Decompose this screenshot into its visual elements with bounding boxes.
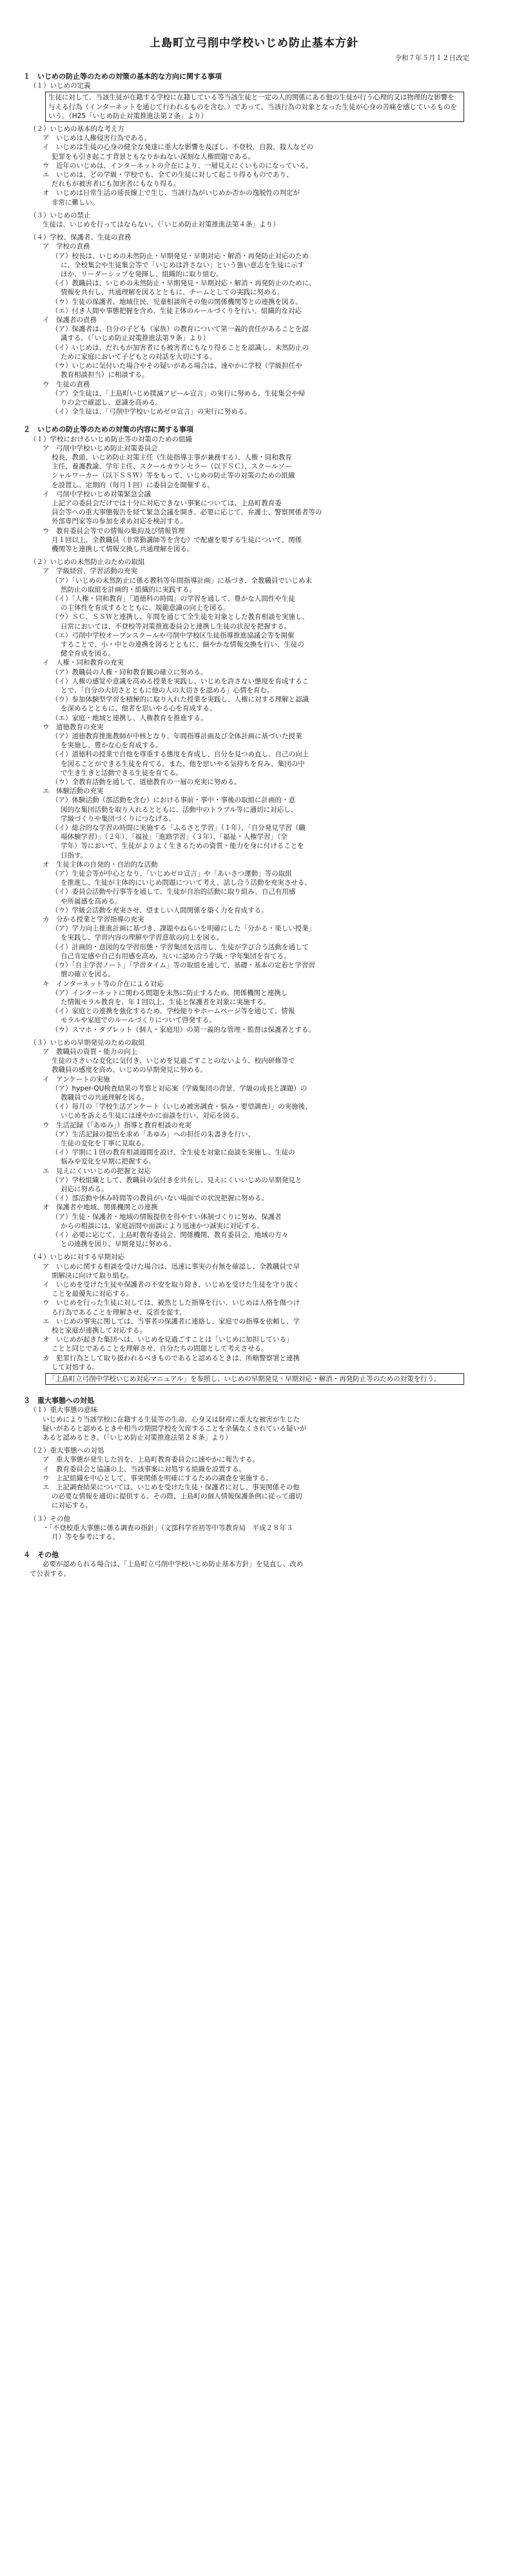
body-line: の必要な情報を適切に提供する。その際、上島町の個人情報保護条例に従って適切: [52, 1493, 302, 1501]
body-line: 悩みや変化を早期に把握する。: [61, 1158, 155, 1166]
body-line: オ 生徒主体の自発的・自治的な活動: [43, 860, 158, 869]
body-line: 教職員の感度を高め、いじめの早期発見に努める。: [52, 1066, 208, 1074]
body-line: （１）学校におけるいじめ防止等の対策のための組織: [30, 435, 192, 443]
body-line: 外部専門家等の参加を求め対応を検討する。: [52, 518, 187, 526]
body-line: （２）重大事態への対処: [30, 1447, 104, 1455]
body-line: 主任、養護教諭、学年主任、スクールカウンセラー（以下ＳＣ）、スクールソー: [52, 463, 292, 471]
body-line: 目指す。: [61, 851, 88, 860]
body-line: ア 学校の責務: [43, 243, 90, 251]
body-line: との連携を図り、早期発見に努める。: [61, 1240, 176, 1249]
body-line: （エ）付き人間や事態把握を含め、生徒主体のルールづくりを行い、組織的な対応: [52, 307, 302, 315]
body-line: ほか、リーダーシップを発揮し、組織的に取り組む。: [61, 270, 223, 279]
body-line: （ア）体験活動（部活動を含む）における事前・事中・事後の取組に計画的・意: [52, 796, 295, 805]
body-line: ・「不登校重大事態に係る調査の指針」（文部科学省初等中等教育局 平成２８年３: [43, 1524, 293, 1532]
body-line: エ いじめの事実に関しては、当事者の保護者に連絡し、家庭での指導を依頼し、学: [43, 1317, 300, 1325]
body-line: ア いじめに関する相談を受けた場合は、迅速に事実の有無を確認し、全教職員で早: [43, 1262, 300, 1271]
body-line: 学年）等において、生徒がよりよく生きるための資質・能力を身に付けることを: [61, 842, 304, 850]
body-line: ア 弓削中学校いじめ防止対策委員会: [43, 444, 158, 452]
section-heading: ２ いじめの防止等のための対策の内容に関する事項: [23, 425, 193, 434]
body-line: 対応に努める。: [61, 1185, 108, 1193]
body-line: ア 学級経営、学習活動の充実: [43, 567, 137, 576]
body-line: 必要が認められる場合は、「上島町立弓削中学校いじめ防止基本方針」を見直し、改め: [43, 1560, 304, 1569]
boxed-note-text: 「上島町立弓削中学校いじめ対応マニュアル」を参照し、いじめの早期発見・早期対応・解消・再発防止等のための対策を行う。: [48, 1375, 441, 1384]
body-line: （イ）「人権・同和教育」「道徳科の時間」の学習を通して、豊かな人間性や生徒: [52, 594, 295, 603]
body-line: エ 体験活動の充実: [43, 787, 104, 796]
body-line: る行為であることを理解させ、反省を促す。: [52, 1308, 186, 1316]
body-line: の主体性を育成するとともに、規範意識の向上を図る。: [61, 604, 230, 612]
body-line: 月１回以上、全教職員（非常勤講師等を含む）で配慮を要する生徒について、関係: [52, 536, 302, 544]
body-line: た情報モラル教育を、年１回以上、生徒と保護者を対象に実施する。: [61, 998, 271, 1006]
body-line: 学級づくりや集団づくりにつなげる。: [61, 814, 176, 823]
body-line: （ウ）「自主学習ノート」「学習タイム」等の取組を通して、基礎・基本の定着と学習習: [52, 961, 315, 970]
body-line: 期解決に向けて取り組む。: [52, 1271, 133, 1280]
body-line: 月）等を参考にする。: [52, 1533, 119, 1542]
body-line: 日常においては、不登校等対策推進委員会と連携し生徒の状況を把握する。: [61, 622, 291, 630]
body-line: イ 教育委員会と協議の上、当該事案に対処する組織を設置する。: [43, 1465, 246, 1473]
boxed-note-text: 生徒に対して、当該生徒が在籍する学校に在籍している等当該生徒と一定の人的関係にある他の生徒が行う心理的又は物理的な影響を与える行為（インターネットを通じて行われるものを含む。）であって、当該行為の対象となった生徒が心身の苦痛を感じているものをいう。（H25「いじめ防止対策推進法第２条」より）: [48, 94, 457, 120]
body-line: 員会等への重大事態報告を経て緊急会議を開き、必要に応じて、弁護士、警察関係者等の: [52, 508, 322, 517]
body-line: 非常に難しい。: [52, 198, 99, 206]
body-line: 場体験学習）」（２年）、「福祉」「進路学習」（３年）、「福祉・人権学習」（全: [61, 833, 288, 841]
body-line: 情報を共有し、共通理解を図るとともに、チームとしての実践に努める。: [61, 288, 284, 297]
body-line: （ア）校長は、いじめの未然防止・早期発見・早期対応・解消・再発防止対応のため: [52, 252, 309, 260]
body-line: （ア）hyper-QU検査結果の考察と対応案（学級集団の背景、学級の成長と課題）の: [52, 1084, 308, 1092]
body-line: 図的な集団活動を取り入れるとともに、活動中のトラブル等に適切に対応し、: [61, 805, 298, 814]
body-line: ウ 道徳教育の充実: [43, 723, 104, 731]
body-line: ウ 教育委員会等での情報の集約及び情報管理: [43, 527, 185, 535]
body-line: （ウ）全教育活動を通して、道徳教育の一層の充実に努める。: [52, 778, 241, 787]
body-line: （２）いじめの基本的な考え方: [30, 125, 124, 134]
body-line: モラルや家庭でのルールづくりについて啓発する。: [61, 1016, 216, 1025]
body-line: からの相談には、家庭訪問や面談により迅速かつ誠実に対応する。: [61, 1222, 264, 1230]
body-line: ウ 生徒の責務: [43, 380, 90, 388]
body-line: （ア）保護者は、自分の子ども（家族）の教育について第一義的責任があることを認: [52, 325, 309, 334]
body-line: 識する。（「いじめ防止対策推進法第９条」より）: [61, 334, 210, 343]
body-line: （ウ）スマホ・タブレット（個人・家庭用）の第一義的な管理・監督は保護者とする。: [52, 1025, 315, 1034]
body-line: 生徒は、いじめを行ってはならない。（「いじめ防止対策推進法第４条」より）: [43, 221, 280, 229]
section-heading: ４ その他: [23, 1551, 59, 1560]
body-line: イ 保護者の責務: [43, 316, 97, 325]
spacer: [23, 1387, 482, 1391]
body-line: （ア）学校組織として、教職員の気付きを共有し、見えにくいいじめの早期発見と: [52, 1176, 302, 1184]
body-line: キ インターネット等の介在による対応: [43, 980, 164, 988]
body-line: （イ）いじめは、だれもが加害者にも被害者にもなり得ることを認識し、未然防止の: [52, 343, 309, 352]
body-line: イ いじめを受けた生徒や保護者の不安を取り除き、いじめを受けた生徒を守り抜く: [43, 1281, 300, 1289]
body-line: エ 上記調査結果については、いじめを受けた生徒・保護者に対し、事実関係その他: [43, 1484, 300, 1492]
body-line: を実践し、学習内容の理解や学習意欲の向上を図る。: [61, 934, 223, 942]
body-line: （イ）道徳科の授業で自他を尊重する態度を育成し、自分を見つめ直し、自己の向上: [52, 750, 309, 759]
body-line: （イ）計画的・意図的な学習形態・学習集団を活用し、生徒が学び合う活動を通して: [52, 943, 309, 951]
section-heading: ３ 重大事態への対処: [23, 1396, 94, 1405]
body-line: （ア）生徒・保護者・地域の情報提供を得やすい体制づくりに努め、保護者: [52, 1213, 282, 1221]
document-body: [23, 67, 482, 1578]
body-line: （イ）必要に応じて、上島町教育委員会、関係機関、教育委員会、地域の方々: [52, 1231, 289, 1239]
body-line: 自己肯定感や自己有用感を高め、互いに認め合う学級・学年集団を育てる。: [61, 952, 291, 960]
body-line: （ウ）ＳＣ、ＳＳＷと連携し、年間を通じて全生徒を対象とした教育相談を実施し、: [52, 613, 309, 621]
body-line: を図ることができる生徒を育てる。また、他を思いやる気持ちを育み、集団の中: [61, 760, 305, 768]
body-line: （ウ）いじめに気付いた場合やその疑いがある場合は、速やかに学校（学級担任や: [52, 362, 302, 370]
body-line: や所属感を高める。: [61, 897, 122, 905]
body-line: ウ 上記組織を中心として、事実関係を明確にするための調査を実施する。: [43, 1474, 273, 1482]
body-line: （４）いじめに対する早期対応: [30, 1253, 124, 1262]
section-heading: １ いじめの防止等のための対策の基本的な方向に関する事項: [23, 72, 222, 81]
body-line: エ いじめは、どの学級・学校でも、全ての生徒に対して起こり得るものであり、: [43, 171, 293, 179]
body-line: （イ）委員会活動や行事等を通して、生徒が自治的活動に取り組み、自己有用感: [52, 888, 296, 896]
body-line: ア いじめは人権侵害行為である。: [43, 134, 151, 143]
body-line: することで、小・中との連携を図るとともに、細やかな情報交換を行い、生徒の: [61, 640, 304, 649]
body-line: あると認めるとき。（「いじめ防止対策推進法第２８条」より）: [43, 1434, 232, 1442]
body-line: ア 重大事態が発生した旨を、上島町教育委員会に速やかに報告する。: [43, 1456, 259, 1464]
body-line: （イ）家庭との連携を強化するため、学校便りやホームページ等を通じて、情報: [52, 1007, 295, 1016]
body-line: （ア）学力向上推進計画に基づき、課題やねらいを明確にした「分かる・楽しい授業」: [52, 925, 316, 933]
body-line: （エ）家庭・地域と連携し、人権教育を推進する。: [52, 714, 208, 722]
body-line: （イ）毎月の「学校生活アンケート（いじめ被害調査・悩み・要望調査）」の実施後、: [52, 1103, 312, 1111]
body-line: を設置し、定期的（毎月１回）に委員会を開催する。: [52, 481, 214, 489]
body-line: を実施し、豊かな心を育成する。: [61, 741, 162, 750]
body-line: （イ）教職員は、いじめの未然防止・早期発見・早期対応・解消・再発防止のために、: [52, 279, 316, 288]
body-line: カ 犯罪行為として取り扱われるべきものであると認めるときは、所轄警察署と連携: [43, 1354, 300, 1362]
body-line: （ア）全生徒は、「上島町いじめ撲滅アピール宣言」の実行に努める。生徒集会や帰: [52, 389, 306, 397]
body-line: 機関等と連携して情報交換し共通理解を図る。: [52, 545, 194, 553]
body-line: （４）学校、保護者、生徒の責務: [30, 234, 132, 242]
body-line: （ウ）学級会活動を充実させ、望ましい人間関係を築く力を育成する。: [52, 906, 268, 914]
spacer: [23, 416, 482, 420]
body-line: （ア）教職員の人権・同和教育観の確立に努める。: [52, 668, 208, 676]
body-line: ウ 近年のいじめは、インターネットの介在により、一層見えにくいものになっている。: [43, 161, 313, 170]
body-line: （ウ）生徒の保護者、地域住民、児童相談所その他の関係機関等との連携を図る。: [52, 297, 302, 306]
body-line: オ いじめが起きた集団へは、いじめを見過ごすことは「いじめに加担している」: [43, 1336, 293, 1344]
body-line: オ 保護者や地域、関係機関との連携: [43, 1203, 158, 1212]
revision-date: 令和７年５月１２日改定: [395, 54, 469, 62]
body-line: （イ）人権の感覚や意識を高める授業を実践し、いじめを許さない態度を育成するこ: [52, 677, 309, 685]
body-line: ウ 生活記録（「あゆみ」）指導と教育相談の充実: [43, 1121, 191, 1129]
body-line: カ 分かる授業と学習指導の充実: [43, 916, 144, 924]
body-line: （エ）弓削中学校オープンスクールや弓削中学校区生徒指導推進協議会等を開催: [52, 631, 295, 639]
body-line: して対処する。: [52, 1363, 99, 1371]
body-line: （イ）総合的な学習の時間に実施する「ふるさと学習」（１年）、「自分発見学習（職: [52, 824, 306, 832]
body-line: （ウ）参加体験型学習を積極的に取り入れた授業を実践し、人権に対する理解と認識: [52, 696, 309, 704]
body-line: （ア）道徳教育推進教師が中核となり、年間指導計画及び全体計画に基づいた授業: [52, 732, 302, 741]
body-line: で生き生きと活動できる生徒を育てる。: [61, 769, 182, 777]
spacer: [23, 1542, 482, 1545]
body-line: （３）いじめの禁止: [30, 211, 91, 219]
body-line: に対応する。: [52, 1502, 92, 1510]
body-line: 校長、教頭、いじめ防止対策主任（生徒指導主事が兼務する）、人権・同和教育: [52, 453, 292, 461]
body-line: イ 弓削中学校いじめ対策緊急会議: [43, 490, 151, 498]
body-line: 犯罪をも引き起こす背景ともなりかねない深刻な人権問題である。: [52, 152, 255, 161]
body-line: （ア）「いじめの未然防止に係る教科等年間指導計画」に基づき、全教職員でいじめ未: [52, 576, 312, 585]
body-line: ために家庭において子どもとの対話を大切にする。: [61, 352, 217, 361]
body-line: （ア）生活記録の提出を求め「あゆみ」への担任の朱書きを行い、: [52, 1130, 255, 1138]
boxed-note: [45, 1373, 464, 1385]
body-line: （ア）生徒会等が中心となり、「いじめゼロ宣言」や「あいさつ運動」等の取組: [52, 870, 292, 878]
body-line: 教育相談担当）に相談する。: [61, 371, 149, 379]
body-line: 健全育成を図る。: [61, 650, 115, 658]
boxed-note: [45, 92, 464, 122]
body-line: いじめにより当該学校に在籍する生徒等の生命、心身又は財産に重大な被害が生じた: [43, 1415, 300, 1424]
body-line: ことを最優先に対応する。: [52, 1290, 133, 1298]
body-line: とで、「自分の大切さとともに他の人の大切さを認める」心情を育む。: [61, 687, 274, 694]
body-line: （１）いじめの定義: [30, 82, 91, 90]
body-line: 生徒のささいな変化に気付き、いじめを見過ごすことのないよう、校内研修等で: [52, 1057, 295, 1065]
body-line: オ いじめは日常生活の延長線上で生じ、当該行為がいじめか否かの逸脱性の判定が: [43, 189, 300, 197]
body-line: （３）いじめの早期発見のための取組: [30, 1038, 145, 1047]
body-line: （イ）学期に１回の教育相談週間を設け、全生徒を対象に面談を実施し、生徒の: [52, 1149, 295, 1157]
body-line: （１）重大事態の意味: [30, 1406, 97, 1414]
body-line: 慣の確立を図る。: [61, 971, 115, 979]
body-line: （イ）部活動や休み時間等の教員がいない場面での状況把握に努める。: [52, 1194, 268, 1203]
body-line: 生徒の変化を丁寧に見取る。: [61, 1139, 149, 1147]
body-line: （ア）インターネットに関わる問題を未然に防止するため、関係機関と連携し: [52, 989, 288, 997]
body-line: （３）その他: [30, 1514, 70, 1523]
body-line: て公表する。: [30, 1569, 70, 1578]
body-line: に、全校集会や生徒集会等で「いじめは許さない」という強い意志を生徒に示す: [61, 261, 304, 269]
body-line: シャルワーカー（以下ＳＳＷ）等をもって、いじめの防止等の対策のための組織: [52, 472, 295, 480]
body-line: 校と家庭が連携して対応する。: [52, 1327, 146, 1335]
body-line: りの会で確認し、意識を高める。: [61, 398, 162, 407]
body-line: 上記アの委員会だけでは十分に対応できない事案については、上島町教育委: [52, 499, 282, 507]
body-line: を推進し、生徒が主体的にいじめ問題について考え、話し合う活動を充実させる。: [61, 879, 311, 887]
body-line: イ いじめは生徒の心身の健全な発達に重大な影響を及ぼし、不登校、自殺、殺人などの: [43, 143, 313, 152]
page-title: 上島町立弓削中学校いじめ防止基本方針: [150, 37, 358, 50]
body-line: 疑いがあると認めるときや相当の期間学校を欠席することを余儀なくされている疑いが: [43, 1424, 307, 1433]
body-line: だれもが被害者にも加害者にもなり得る。: [52, 180, 181, 188]
body-line: 教職員での共通理解を図る。: [61, 1093, 149, 1102]
body-line: イ 人権・同和教育の充実: [43, 659, 124, 667]
body-line: ア 教職員の資質・能力の向上: [43, 1047, 137, 1056]
body-line: ことと同じであることを理解させ、自分たちの問題として考えさせる。: [52, 1345, 268, 1353]
body-line: ウ いじめを行った生徒に対しては、毅然とした指導を行い、いじめは人格を傷つけ: [43, 1299, 300, 1307]
body-line: （イ）全生徒は、「弓削中学校いじめゼロ宣言」の実行に努める。: [52, 408, 251, 416]
body-line: イ アンケートの実施: [43, 1075, 110, 1083]
body-line: エ 見えにくいいじめの把握と対応: [43, 1167, 151, 1175]
body-line: いじめを訴える生徒には速やかに面談を行い、対応を図る。: [61, 1112, 244, 1120]
body-line: を深めるとともに、他者を思いやる心を育成する。: [61, 705, 217, 713]
body-line: 然防止の取組を計画的・組織的に実践する。: [61, 585, 196, 594]
body-line: （２）いじめの未然防止のための取組: [30, 558, 145, 567]
